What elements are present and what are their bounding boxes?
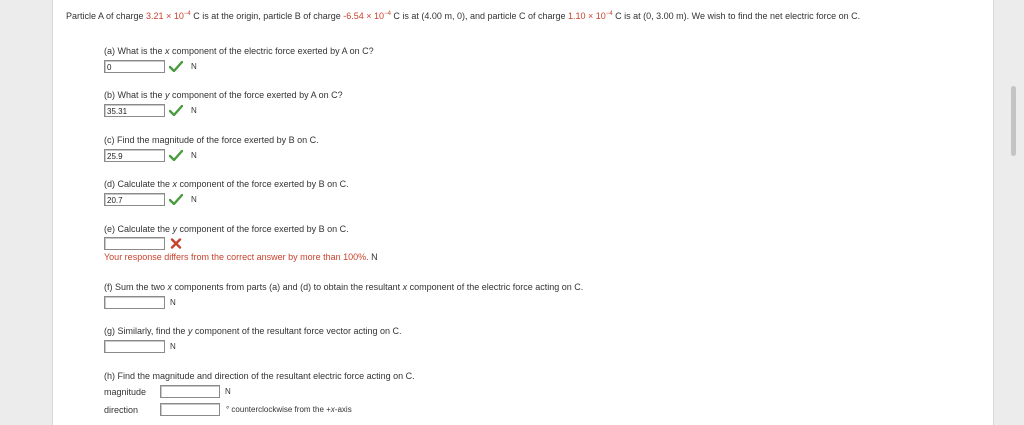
charge-c-value: 1.10 bbox=[568, 11, 586, 21]
direction-input[interactable] bbox=[160, 403, 220, 416]
check-icon bbox=[169, 61, 183, 72]
unit-label-b: N bbox=[191, 106, 197, 115]
charge-b-exponent: −4 bbox=[384, 11, 391, 17]
question-e: (e) Calculate the y component of the force exerted by B on C. bbox=[104, 224, 349, 234]
problem-statement bbox=[66, 9, 986, 24]
magnitude-unit: N bbox=[225, 387, 231, 396]
unit-label-d: N bbox=[191, 195, 197, 204]
unit-label-c: N bbox=[191, 151, 197, 160]
intro-text: C is at (0, 3.00 m). We wish to find the net electric force on C. bbox=[612, 11, 861, 21]
unit-label-e: N bbox=[371, 252, 378, 262]
question-h: (h) Find the magnitude and direction of the resultant electric force acting on C. bbox=[104, 371, 415, 381]
answer-input-e[interactable] bbox=[104, 237, 165, 250]
unit-label-f: N bbox=[170, 298, 176, 307]
charge-a-times: × 10 bbox=[163, 11, 184, 21]
question-card bbox=[52, 0, 994, 425]
page-scrollbar[interactable] bbox=[1009, 0, 1024, 425]
question-a: (a) What is the x component of the electric force exerted by A on C? bbox=[104, 46, 374, 56]
answer-input-g[interactable] bbox=[104, 340, 165, 353]
direction-unit: ° counterclockwise from the +x-axis bbox=[226, 405, 352, 414]
charge-b-times: × 10 bbox=[363, 11, 385, 21]
question-c: (c) Find the magnitude of the force exerted by B on C. bbox=[104, 135, 319, 145]
charge-b-value: -6.54 bbox=[343, 11, 364, 21]
charge-c-times: × 10 bbox=[585, 11, 606, 21]
answer-input-f[interactable] bbox=[104, 296, 165, 309]
charge-a-exponent: −4 bbox=[183, 11, 191, 17]
magnitude-input[interactable] bbox=[160, 385, 220, 398]
answer-input-d[interactable]: 20.7 bbox=[104, 193, 165, 206]
intro-text: C is at (4.00 m, 0), and particle C of charge bbox=[390, 11, 568, 21]
question-f: (f) Sum the two x components from parts (a) and (d) to obtain the resultant x component of the electric force acting on C. bbox=[104, 282, 584, 292]
answer-row-f bbox=[104, 295, 176, 310]
answer-input-b[interactable]: 35.31 bbox=[104, 104, 165, 117]
magnitude-row bbox=[104, 384, 231, 399]
charge-a-value: 3.21 bbox=[146, 11, 164, 21]
scrollbar-thumb[interactable] bbox=[1011, 86, 1016, 156]
check-icon bbox=[169, 194, 183, 205]
answer-row-d bbox=[104, 192, 197, 207]
answer-input-a[interactable]: 0 bbox=[104, 60, 165, 73]
x-icon bbox=[169, 238, 183, 249]
answer-row-b bbox=[104, 103, 197, 118]
answer-row-e bbox=[104, 236, 183, 251]
intro-text: C is at the origin, particle B of charge bbox=[190, 11, 344, 21]
check-icon bbox=[169, 150, 183, 161]
check-icon bbox=[169, 105, 183, 116]
answer-row-c bbox=[104, 148, 197, 163]
question-b: (b) What is the y component of the force exerted by A on C? bbox=[104, 90, 343, 100]
question-g: (g) Similarly, find the y component of the resultant force vector acting on C. bbox=[104, 326, 402, 336]
intro-text: Particle A of charge bbox=[66, 11, 147, 21]
unit-label-a: N bbox=[191, 62, 197, 71]
answer-input-c[interactable]: 25.9 bbox=[104, 149, 165, 162]
unit-label-g: N bbox=[170, 342, 176, 351]
magnitude-label: magnitude bbox=[104, 386, 147, 397]
feedback-message-e: Your response differs from the correct answer by more than 100%. N bbox=[104, 252, 378, 262]
answer-row-g bbox=[104, 339, 176, 354]
direction-label: direction bbox=[104, 404, 139, 415]
charge-c-exponent: −4 bbox=[605, 11, 613, 17]
direction-row bbox=[104, 402, 352, 417]
question-d: (d) Calculate the x component of the force exerted by B on C. bbox=[104, 179, 349, 189]
answer-row-a bbox=[104, 59, 197, 74]
